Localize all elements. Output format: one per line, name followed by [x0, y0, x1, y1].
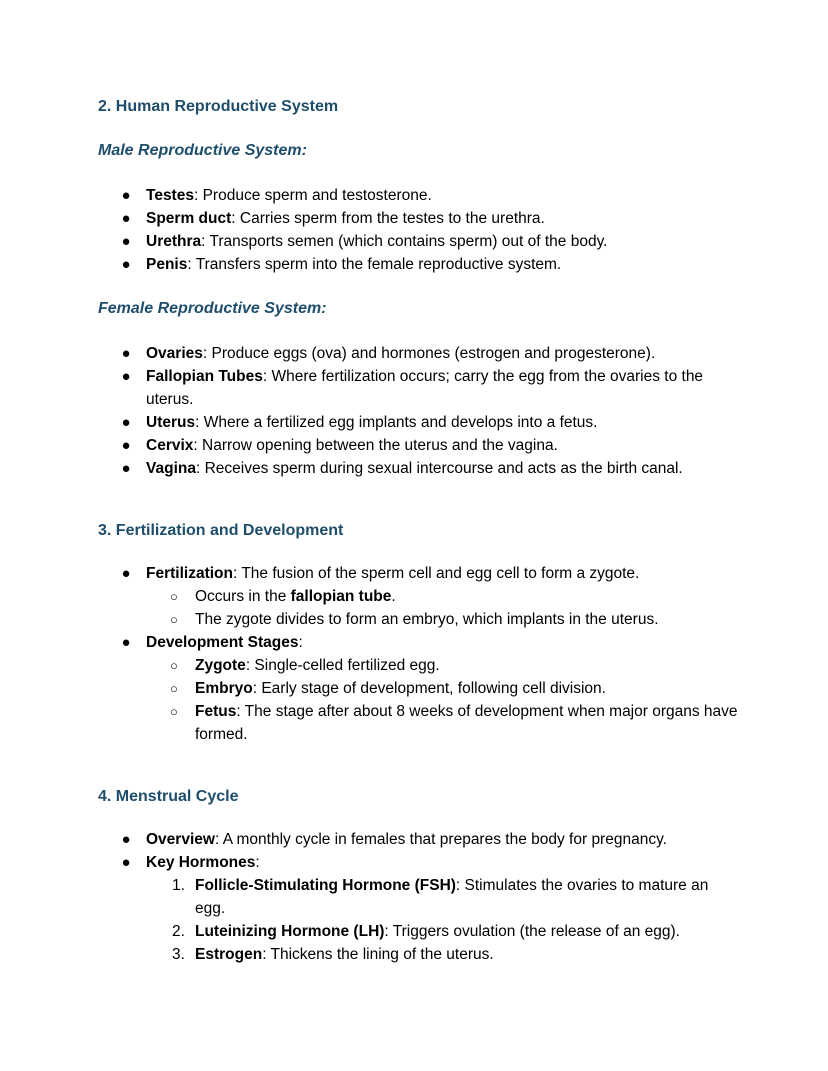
sub-list-item — [98, 654, 738, 677]
circle-bullet-icon: ○ — [170, 612, 178, 627]
numbered-item — [98, 920, 738, 943]
definition: : The fusion of the sperm cell and egg cell to form a zygote. — [232, 565, 640, 582]
definition: : Produce sperm and testosterone. — [193, 187, 432, 204]
list-item — [98, 457, 738, 480]
fertilization-list — [98, 562, 738, 746]
term: Zygote — [195, 657, 246, 674]
term: Testes — [146, 187, 194, 204]
bullet-icon: ● — [121, 233, 131, 250]
term: Luteinizing Hormone (LH) — [195, 923, 385, 940]
term: Uterus — [146, 414, 196, 431]
definition: : — [298, 634, 303, 651]
bullet-icon: ● — [121, 437, 131, 454]
definition: : Narrow opening between the uterus and the vagina. — [193, 437, 558, 454]
text: Occurs in the — [195, 588, 291, 605]
bullet-icon: ● — [121, 414, 131, 431]
subsection-title-male: Male Reproductive System: — [98, 142, 307, 159]
term: fallopian tube — [290, 588, 392, 605]
term: Vagina — [146, 460, 196, 477]
menstrual-list — [98, 828, 738, 966]
definition: : Where fertilization occurs; carry the egg from the ovaries to the uterus. — [146, 368, 704, 408]
list-item — [98, 207, 738, 230]
list-item — [98, 230, 738, 253]
text: . — [391, 588, 396, 605]
bullet-icon: ● — [121, 345, 131, 362]
bullet-icon: ● — [121, 368, 131, 385]
numbered-item — [98, 874, 738, 920]
bullet-icon: ● — [121, 210, 131, 227]
sub-list-item — [98, 700, 738, 746]
subsection-title-female: Female Reproductive System: — [98, 300, 327, 317]
section-title-menstrual: 4. Menstrual Cycle — [98, 788, 239, 805]
definition: : Triggers ovulation (the release of an egg). — [384, 923, 680, 940]
definition: : — [255, 854, 260, 871]
sub-list-item — [98, 585, 738, 608]
bullet-icon: ● — [121, 187, 131, 204]
term: Cervix — [146, 437, 194, 454]
definition: : A monthly cycle in females that prepares the body for pregnancy. — [214, 831, 667, 848]
circle-bullet-icon: ○ — [170, 681, 178, 696]
list-item — [98, 631, 738, 654]
definition: : Stimulates the ovaries to mature an egg. — [195, 877, 709, 917]
list-item — [98, 851, 738, 874]
circle-bullet-icon: ○ — [170, 589, 178, 604]
circle-bullet-icon: ○ — [170, 704, 178, 719]
term: Urethra — [146, 233, 202, 250]
numbered-item — [98, 943, 738, 966]
text: The zygote divides to form an embryo, which implants in the uterus. — [195, 611, 659, 628]
definition: : Receives sperm during sexual intercourse and acts as the birth canal. — [195, 460, 683, 477]
sub-list-item — [98, 608, 738, 631]
term: Fertilization — [146, 565, 233, 582]
female-list — [98, 342, 738, 480]
term: Follicle-Stimulating Hormone (FSH) — [195, 877, 456, 894]
list-item — [98, 342, 738, 365]
definition: : Early stage of development, following cell division. — [252, 680, 606, 697]
definition: : Thickens the lining of the uterus. — [262, 946, 494, 963]
list-item — [98, 411, 738, 434]
document-page — [98, 96, 738, 966]
list-item — [98, 184, 738, 207]
definition: : Transports semen (which contains sperm) out of the body. — [201, 233, 608, 250]
list-item — [98, 434, 738, 457]
section-title-reproductive: 2. Human Reproductive System — [98, 98, 339, 115]
term: Estrogen — [195, 946, 263, 963]
term: Embryo — [195, 680, 253, 697]
term: Fallopian Tubes — [146, 368, 263, 385]
bullet-icon: ● — [121, 831, 131, 848]
bullet-icon: ● — [121, 634, 131, 651]
sub-list-item — [98, 677, 738, 700]
definition: : Carries sperm from the testes to the urethra. — [231, 210, 545, 227]
term: Fetus — [195, 703, 237, 720]
list-item — [98, 828, 738, 851]
definition: : Produce eggs (ova) and hormones (estrogen and progesterone). — [202, 345, 656, 362]
term: Ovaries — [146, 345, 203, 362]
definition: : The stage after about 8 weeks of development when major organs have formed. — [195, 703, 738, 743]
bullet-icon: ● — [121, 256, 131, 273]
item-number: 1. — [172, 877, 185, 894]
definition: : Single-celled fertilized egg. — [245, 657, 440, 674]
term: Development Stages — [146, 634, 299, 651]
bullet-icon: ● — [121, 460, 131, 477]
term: Penis — [146, 256, 188, 273]
term: Sperm duct — [146, 210, 232, 227]
circle-bullet-icon: ○ — [170, 658, 178, 673]
section-title-fertilization: 3. Fertilization and Development — [98, 522, 344, 539]
term: Overview — [146, 831, 215, 848]
item-number: 2. — [172, 923, 185, 940]
list-item — [98, 253, 738, 276]
bullet-icon: ● — [121, 854, 131, 871]
item-number: 3. — [172, 946, 185, 963]
definition: : Transfers sperm into the female reproductive system. — [187, 256, 562, 273]
list-item — [98, 562, 738, 585]
definition: : Where a fertilized egg implants and develops into a fetus. — [195, 414, 598, 431]
bullet-icon: ● — [121, 565, 131, 582]
male-list — [98, 184, 738, 276]
term: Key Hormones — [146, 854, 256, 871]
list-item — [98, 365, 738, 411]
